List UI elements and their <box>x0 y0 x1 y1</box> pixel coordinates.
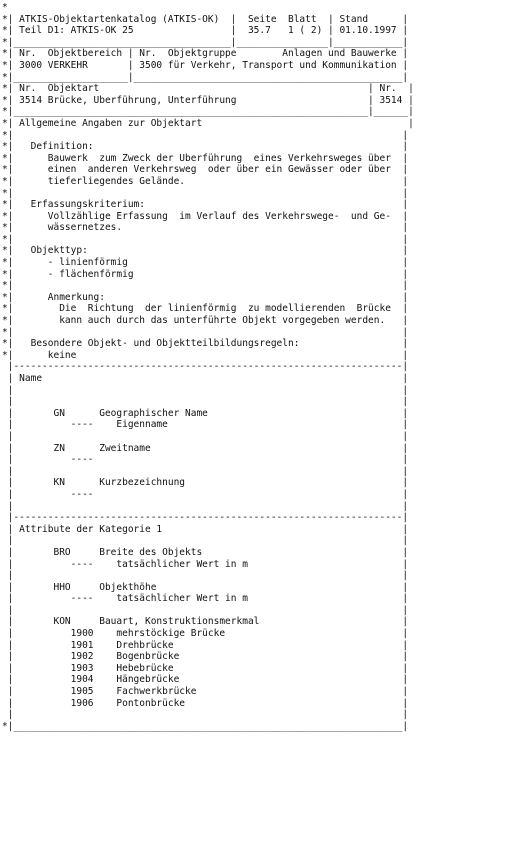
rules-text: *| keine | <box>2 349 409 361</box>
definition-text: *| einen anderen Verkehrsweg oder über ein Gewässer oder über | <box>2 164 409 176</box>
object-area-values: *| 3000 VERKEHR | 3500 für Verkehr, Transport und Kommunikation | <box>2 59 409 71</box>
header-title-line: *| ATKIS-Objektartenkatalog (ATKIS-OK) | Seite Blatt | Stand | <box>2 13 409 25</box>
doc-line: * <box>2 2 8 13</box>
doc-line: | | <box>2 430 409 442</box>
attribute-row-zn: | ZN Zweitname | <box>2 442 409 454</box>
doc-rule: *|______________________________________|________________|____________| <box>2 36 409 48</box>
criterion-text: *| Vollzählige Erfassung im Verlauf des Verkehrswege- und Ge- | <box>2 210 409 222</box>
object-area-header: *| Nr. Objektbereich | Nr. Objektgruppe Anlagen und Bauwerke | <box>2 48 409 60</box>
doc-line: *| | <box>2 129 409 141</box>
attribute-row-hho: | HHO Objekthöhe | <box>2 581 409 593</box>
section-heading-general: *| Allgemeine Angaben zur Objektart | <box>2 117 414 129</box>
section-divider: |--------------------------------------------------------------------| <box>2 512 409 524</box>
attribute-value-row: | 1900 mehrstöckige Brücke | <box>2 628 409 640</box>
doc-line: | | <box>2 465 409 477</box>
attribute-value-row: | 1904 Hängebrücke | <box>2 674 409 686</box>
doc-line: | | <box>2 604 409 616</box>
doc-rule: *|____________________________________________________________________| <box>2 720 409 732</box>
doc-line: | | <box>2 384 409 396</box>
remark-heading: *| Anmerkung: | <box>2 291 409 303</box>
definition-heading: *| Definition: | <box>2 141 409 153</box>
attribute-row-bro: | BRO Breite des Objekts | <box>2 546 409 558</box>
object-type-values: *| 3514 Brücke, Überführung, Unterführung | 3514 | <box>2 94 414 106</box>
header-part-line: *| Teil D1: ATKIS-OK 25 | 35.7 1 ( 2) | 01.10.1997 | <box>2 25 409 37</box>
attribute-value-row: | ---- Eigenname | <box>2 419 409 431</box>
attribute-value-row: | ---- tatsächlicher Wert in m | <box>2 593 409 605</box>
attribute-value-row: | ---- | <box>2 488 409 500</box>
remark-text: *| Die Richtung der linienförmig zu modellierenden Brücke | <box>2 303 409 315</box>
definition-text: *| Bauwerk zum Zweck der Überführung eines Verkehrsweges über | <box>2 152 409 164</box>
objecttype-heading: *| Objekttyp: | <box>2 245 409 257</box>
doc-line: | | <box>2 396 409 408</box>
doc-line: *| | <box>2 280 409 292</box>
rules-heading: *| Besondere Objekt- und Objektteilbildungsregeln: | <box>2 338 409 350</box>
criterion-heading: *| Erfassungskriterium: | <box>2 199 409 211</box>
criterion-text: *| wässernetzes. | <box>2 222 409 234</box>
definition-text: *| tieferliegendes Gelände. | <box>2 175 409 187</box>
doc-line: | | <box>2 500 409 512</box>
doc-line: *| | <box>2 326 409 338</box>
attribute-value-row: | 1902 Bogenbrücke | <box>2 651 409 663</box>
doc-line: | | <box>2 709 409 721</box>
attribute-value-row: | ---- tatsächlicher Wert in m | <box>2 558 409 570</box>
doc-rule: *|______________________________________________________________|______| <box>2 106 414 118</box>
remark-text: *| kann auch durch das unterführte Objekt vorgegeben werden. | <box>2 315 409 327</box>
attribute-value-row: | 1901 Drehbrücke | <box>2 639 409 651</box>
doc-line: *| | <box>2 233 409 245</box>
doc-line: | | <box>2 570 409 582</box>
section-heading-name: | Name | <box>2 373 409 384</box>
objecttype-item: *| - linienförmig | <box>2 257 409 269</box>
attribute-value-row: | 1906 Pontonbrücke | <box>2 697 409 709</box>
attribute-row-gn: | GN Geographischer Name | <box>2 407 409 419</box>
doc-rule: *|____________________|_______________________________________________| <box>2 71 409 83</box>
section-divider: |--------------------------------------------------------------------| <box>2 361 409 373</box>
doc-line: *| | <box>2 187 409 199</box>
attribute-value-row: | ---- | <box>2 454 409 466</box>
attribute-value-row: | 1903 Hebebrücke | <box>2 662 409 674</box>
doc-line: | | <box>2 535 409 547</box>
attribute-row-kn: | KN Kurzbezeichnung | <box>2 477 409 489</box>
objecttype-item: *| - flächenförmig | <box>2 268 409 280</box>
attribute-value-row: | 1905 Fachwerkbrücke | <box>2 686 409 698</box>
attribute-row-kon: | KON Bauart, Konstruktionsmerkmal | <box>2 616 409 628</box>
section-heading-attributes: | Attribute der Kategorie 1 | <box>2 523 409 535</box>
object-type-header: *| Nr. Objektart | Nr. | <box>2 83 414 95</box>
